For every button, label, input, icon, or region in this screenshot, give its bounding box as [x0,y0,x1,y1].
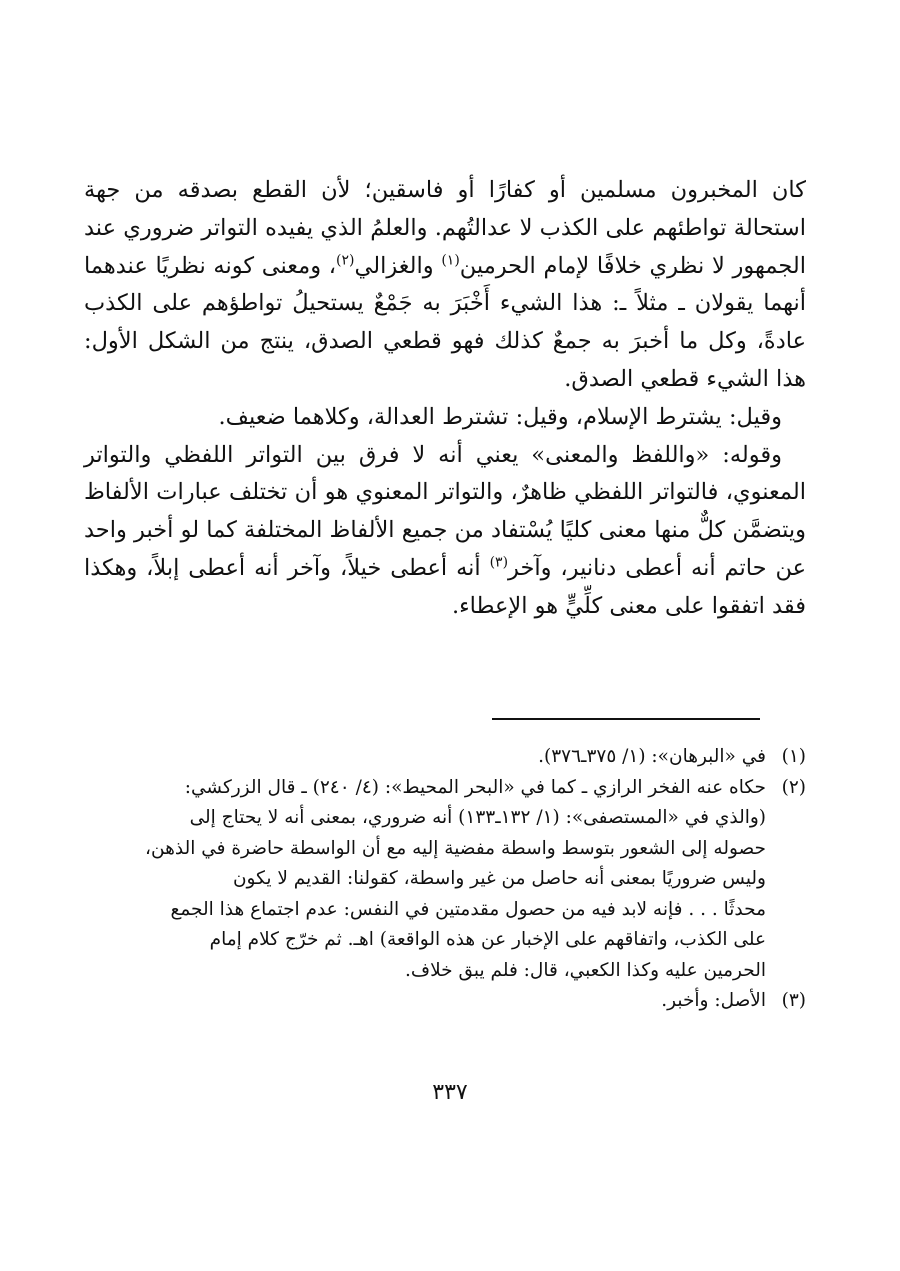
footnote-number: (٣) [781,990,806,1011]
main-text [84,172,806,626]
footnote-ref-1[interactable]: (١) [441,252,460,269]
footnote-ref-2[interactable]: (٢) [336,252,355,269]
footnote-text: الأصل: وأخبر. [661,990,766,1011]
footnotes [84,742,806,1017]
footnote-ref-3[interactable]: (٣) [489,554,509,571]
footnote-divider [492,718,760,720]
footnote-3 [84,986,806,1017]
paragraph-2: وقيل: يشترط الإسلام، وقيل: تشترط العدالة، وكلاهما ضعيف. [218,403,782,430]
footnote-2 [84,773,806,987]
footnote-1 [84,742,806,773]
footnote-text: حكاه عنه الفخر الرازي ـ كما في «البحر المحيط»: (٤/ ٢٤٠) ـ قال الزركشي: (والذي في «المستصفى»: (١/ ١٣٢ـ١٣٣) أنه ضروري، بمعنى أنه لا يحتاج إلى حصوله إلى الشعور بتوسط واسطة مفضية إليه مع أن الواسطة حاضرة في الذهن، وليس ضروريًا بمعنى أنه حاصل من غير واسطة، كقولنا: القديم لا يكون محدثًا . . . فإنه لابد فيه من حصول مقدمتين في النفس: عدم اجتماع هذا الجمع على الكذب، واتفاقهم على الإخبار عن هذه الواقعة) اهـ. ثم خرّج كلام إمام الحرمين عليه وكذا الكعبي، قال: فلم يبق خلاف. [145,776,766,981]
paragraph-3: وقوله: «واللفظ والمعنى» يعني أنه لا فرق بين التواتر اللفظي والتواتر المعنوي، فالتواتر اللفظي ظاهرٌ، والتواتر المعنوي هو أن تختلف عبارات الألفاظ ويتضمَّن كلٌّ منها معنى كليًا يُسْتفاد من جميع الألفاظ المختلفة كما لو أخبر واحد عن حاتم أنه أعطى دنانير، وآخر$^{(٣)}$ أنه أعطى خيلاً، وآخر أنه أعطى إبلاً، وهكذا فقد اتفقوا على معنى كلِّيٍّ هو الإعطاء. [84,441,806,619]
footnote-text: في «البرهان»: (١/ ٣٧٥ـ٣٧٦). [538,746,766,767]
page-number: ٣٣٧ [432,1080,468,1105]
paragraph-1: كان المخبرون مسلمين أو كفارًا أو فاسقين؛ لأن القطع بصدقه من جهة استحالة تواطئهم على الكذب لا عدالتُهم. والعلمُ الذي يفيده التواتر ضروري عند الجمهور لا نظري خلافًا لإمام الحرمين$^{(١)}$ والغزالي$^{(٢)}$، ومعنى كونه نظريًا عندهما أنهما يقولان ـ مثلاً ـ: هذا الشيء أَخْبَرَ به جَمْعٌ يستحيلُ تواطؤهم على الكذب عادةً، وكل ما أخبرَ به جمعٌ كذلك فهو قطعي الصدق، ينتج من الشكل الأول: هذا الشيء قطعي الصدق. [84,177,806,392]
footnote-number: (٢) [781,776,806,798]
footnote-number: (١) [781,746,806,767]
